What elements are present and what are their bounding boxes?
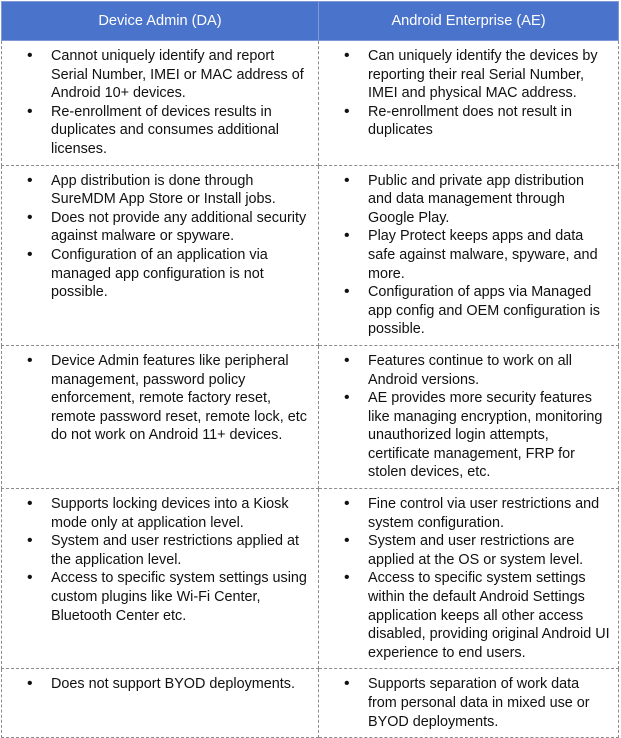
list-item: • Configuration of apps via Managed app config and OEM configuration is possible. xyxy=(319,283,610,339)
list-item: • Features continue to work on all Android versions. xyxy=(319,352,610,389)
ae-bullet-list xyxy=(319,47,610,140)
da-bullet-list xyxy=(2,172,310,302)
list-item: • Access to specific system settings using custom plugins like Wi-Fi Center, Bluetooth Center etc. xyxy=(2,569,310,625)
ae-cell xyxy=(319,41,619,166)
ae-bullet-list xyxy=(319,675,610,731)
ae-cell xyxy=(319,345,619,488)
list-item: • Does not support BYOD deployments. xyxy=(2,675,310,694)
header-row xyxy=(2,2,619,41)
list-item: • Access to specific system settings within the default Android Settings application keeps all other access disabled, providing original Android UI experience to end users. xyxy=(319,569,610,662)
da-cell xyxy=(2,669,319,738)
da-cell xyxy=(2,489,319,669)
ae-cell xyxy=(319,489,619,669)
list-item: • Fine control via user restrictions and system configuration. xyxy=(319,495,610,532)
table-row xyxy=(2,165,619,345)
list-item: • Re-enrollment of devices results in duplicates and consumes additional licenses. xyxy=(2,103,310,159)
da-bullet-list xyxy=(2,47,310,159)
table-row xyxy=(2,345,619,488)
ae-cell xyxy=(319,165,619,345)
list-item: • Supports separation of work data from personal data in mixed use or BYOD deployments. xyxy=(319,675,610,731)
list-item: • System and user restrictions are applied at the OS or system level. xyxy=(319,532,610,569)
da-cell xyxy=(2,165,319,345)
da-bullet-list xyxy=(2,352,310,445)
list-item: • Does not provide any additional security against malware or spyware. xyxy=(2,209,310,246)
header-android-enterprise: Android Enterprise (AE) xyxy=(319,2,619,41)
da-cell xyxy=(2,345,319,488)
table-row xyxy=(2,489,619,669)
table-row xyxy=(2,41,619,166)
da-cell xyxy=(2,41,319,166)
list-item: • Public and private app distribution and data management through Google Play. xyxy=(319,172,610,228)
list-item: • Configuration of an application via managed app configuration is not possible. xyxy=(2,246,310,302)
ae-cell xyxy=(319,669,619,738)
list-item: • Re-enrollment does not result in duplicates xyxy=(319,103,610,140)
ae-bullet-list xyxy=(319,172,610,339)
list-item: • Cannot uniquely identify and report Serial Number, IMEI or MAC address of Android 10+ devices. xyxy=(2,47,310,103)
comparison-table xyxy=(1,1,619,738)
list-item: • App distribution is done through SureMDM App Store or Install jobs. xyxy=(2,172,310,209)
header-device-admin: Device Admin (DA) xyxy=(2,2,319,41)
list-item: • Play Protect keeps apps and data safe against malware, spyware, and more. xyxy=(319,227,610,283)
da-bullet-list xyxy=(2,495,310,625)
list-item: • AE provides more security features like managing encryption, monitoring unauthorized login attempts, certificate management, FRP for stolen devices, etc. xyxy=(319,389,610,482)
list-item: • Device Admin features like peripheral management, password policy enforcement, remote factory reset, remote password reset, remote lock, etc do not work on Android 11+ devices. xyxy=(2,352,310,445)
ae-bullet-list xyxy=(319,352,610,482)
table-row xyxy=(2,669,619,738)
ae-bullet-list xyxy=(319,495,610,662)
list-item: • Supports locking devices into a Kiosk mode only at application level. xyxy=(2,495,310,532)
list-item: • System and user restrictions applied at the application level. xyxy=(2,532,310,569)
da-bullet-list xyxy=(2,675,310,694)
list-item: • Can uniquely identify the devices by reporting their real Serial Number, IMEI and physical MAC address. xyxy=(319,47,610,103)
